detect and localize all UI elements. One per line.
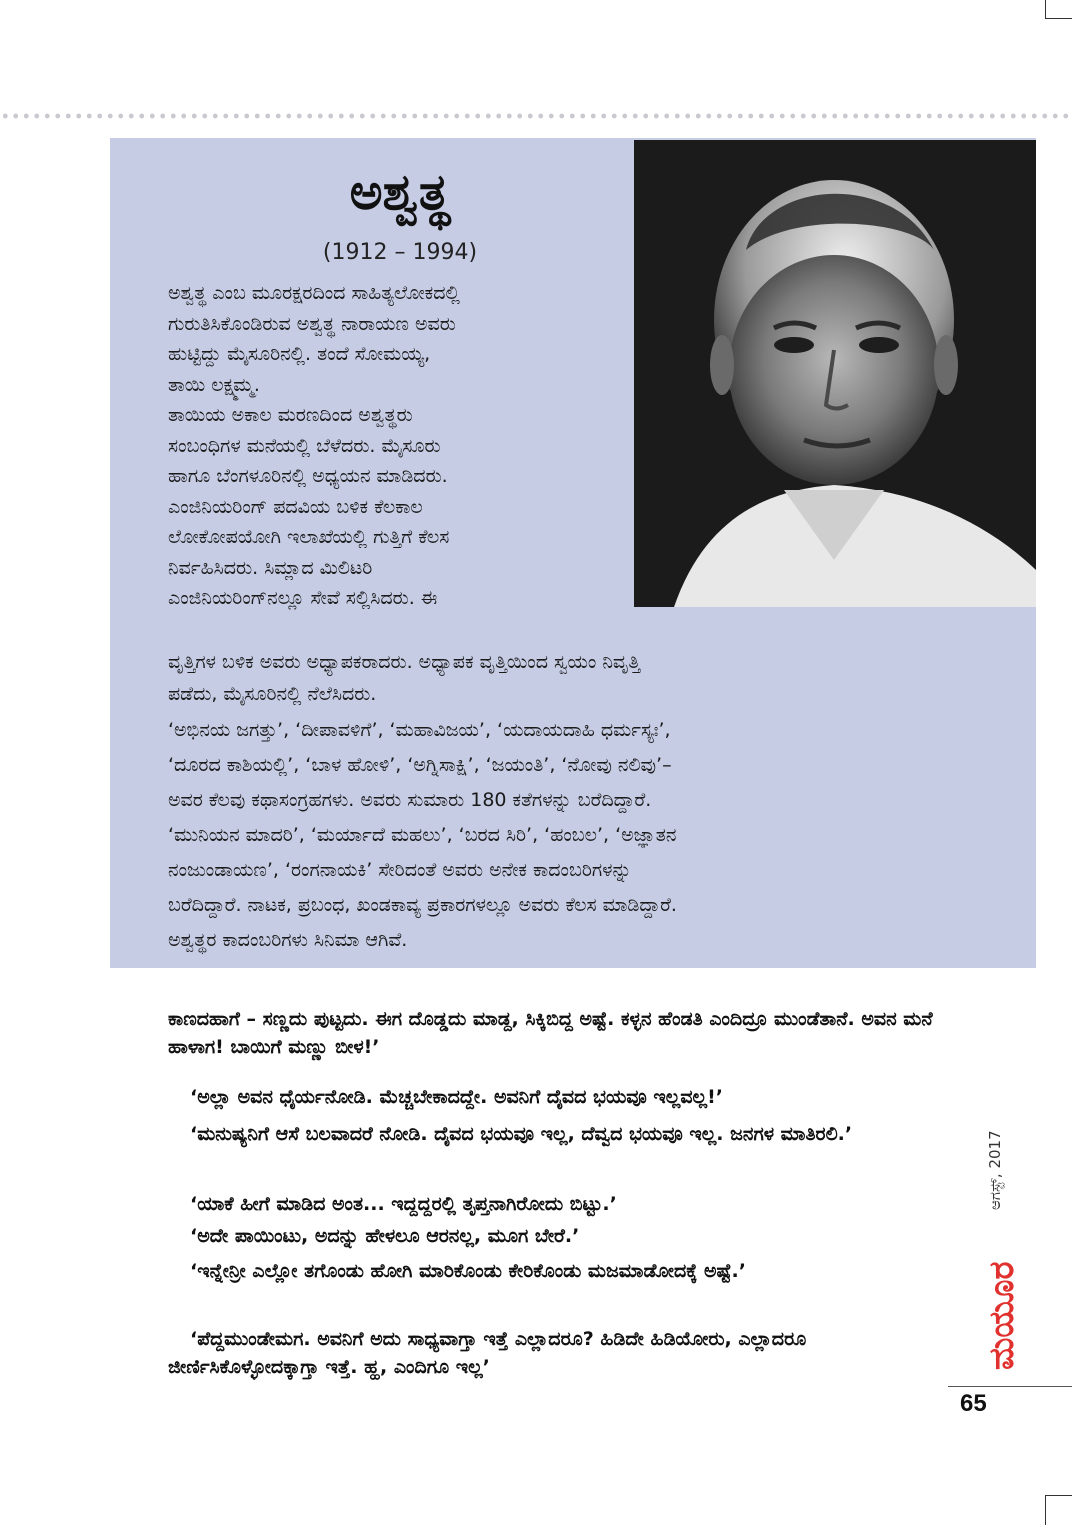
bio-line: ಅವರ ಕೆಲವು ಕಥಾಸಂಗ್ರಹಗಳು. ಅವರು ಸುಮಾರು 180 ಕತೆಗಳನ್ನು ಬರೆದಿದ್ದಾರೆ. — [168, 789, 652, 811]
author-portrait-illustration — [634, 140, 1036, 607]
crop-mark-bottom-right-horizontal — [1045, 1495, 1072, 1496]
bio-line: ವೃತ್ತಿಗಳ ಬಳಿಕ ಅವರು ಅಧ್ಯಾಪಕರಾದರು. ಅಧ್ಯಾಪಕ ವೃತ್ತಿಯಿಂದ ಸ್ವಯಂ ನಿವೃತ್ತಿ — [168, 651, 641, 673]
bio-line: ಬರೆದಿದ್ದಾರೆ. ನಾಟಕ, ಪ್ರಬಂಧ, ಖಂಡಕಾವ್ಯ ಪ್ರಕಾರಗಳಲ್ಲೂ ಅವರು ಕೆಲಸ ಮಾಡಿದ್ದಾರೆ. — [168, 894, 677, 916]
bio-line: ಗುರುತಿಸಿಕೊಂಡಿರುವ ಅಶ್ವತ್ಥ ನಾರಾಯಣ ಅವರು — [168, 312, 456, 335]
bio-line: ತಾಯಿ ಲಕ್ಷ್ಮಮ್ಮ. — [168, 373, 260, 396]
bio-line: ಲೋಕೋಪಯೋಗಿ ಇಲಾಖೆಯಲ್ಲಿ ಗುತ್ತಿಗೆ ಕೆಲಸ — [168, 526, 450, 548]
bio-line: ‘ಮುನಿಯನ ಮಾದರಿ’, ‘ಮರ್ಯಾದೆ ಮಹಲು’, ‘ಬರದ ಸಿರಿ’, ‘ಹಂಬಲ’, ‘ಅಜ್ಞಾತನ — [168, 824, 677, 846]
story-paragraph: ‘ಯಾಕೆ ಹೀಗೆ ಮಾಡಿದ ಅಂತ... ಇದ್ದದ್ದರಲ್ಲಿ ತೃಪ್ತನಾಗಿರೋದು ಬಿಟ್ಟು.’ — [190, 1193, 617, 1215]
story-paragraph: ‘ಮನುಷ್ಯನಿಗೆ ಆಸೆ ಬಲವಾದರೆ ನೋಡಿ. ದೈವದ ಭಯವೂ ಇಲ್ಲ, ದೆವ್ವದ ಭಯವೂ ಇಲ್ಲ. ಜನಗಳ ಮಾತಿರಲಿ.’ — [190, 1123, 853, 1145]
page-number: 65 — [960, 1390, 987, 1417]
author-life-years: (1912 – 1994) — [322, 240, 478, 265]
bio-line: ಹುಟ್ಟಿದ್ದು ಮೈಸೂರಿನಲ್ಲಿ. ತಂದೆ ಸೋಮಯ್ಯ, — [168, 343, 431, 365]
story-paragraph: ‘ಅದೇ ಪಾಯಿಂಟು, ಅದನ್ನು ಹೇಳಲೂ ಆರನಲ್ಲ, ಮೂಗ ಬೇರೆ.’ — [190, 1225, 580, 1247]
bio-line: ನಿರ್ವಹಿಸಿದರು. ಸಿಮ್ಲಾದ ಮಿಲಿಟರಿ — [168, 556, 373, 579]
story-paragraph: ‘ಇನ್ನೇನ್ರೀ ಎಲ್ಲೋ ತಗೊಂಡು ಹೋಗಿ ಮಾರಿಕೊಂಡು ಕೇರಿಕೊಂಡು ಮಜಮಾಡೋದಕ್ಕೆ ಅಷ್ಟೆ.’ — [190, 1260, 746, 1282]
crop-mark-top-right-vertical — [1045, 0, 1046, 18]
story-paragraph: ‘ಪೆದ್ದಮುಂಡೇಮಗ. ಅವನಿಗೆ ಅದು ಸಾಧ್ಯವಾಗ್ತಾ ಇತ್ತೆ ಎಲ್ಲಾದರೂ? ಹಿಡಿದೇ ಹಿಡಿಯೋರು, ಎಲ್ಲಾದರೂ ಜೀರ್ಣಿಸಿಕೊಳ್ಳೋದಕ್ಕಾಗ್ತಾ ಇತ್ತೆ. ಹ್ಹ, ಎಂದಿಗೂ ಇಲ್ಲ’ — [168, 1328, 807, 1378]
story-paragraph: ಕಾಣದಹಾಗೆ – ಸಣ್ಣದು ಪುಟ್ಟದು. ಈಗ ದೊಡ್ಡದು ಮಾಡ್ದ, ಸಿಕ್ಕಿಬಿದ್ದ ಅಷ್ಟೆ. ಕಳ್ಳನ ಹೆಂಡತಿ ಎಂದಿದ್ರೂ ಮುಂಡೆತಾನೆ. ಅವನ ಮನೆ ಹಾಳಾಗ! ಬಾಯಿಗೆ ಮಣ್ಣು ಬೀಳ!’ — [168, 1008, 933, 1058]
bio-line: ಎಂಜಿನಿಯರಿಂಗ್ ಪದವಿಯ ಬಳಿಕ ಕೆಲಕಾಲ — [168, 495, 423, 518]
bio-line: ಎಂಜಿನಿಯರಿಂಗ್‌ನಲ್ಲೂ ಸೇವೆ ಸಲ್ಲಿಸಿದರು. ಈ — [168, 587, 438, 609]
bio-line: ಅಶ್ವತ್ಥರ ಕಾದಂಬರಿಗಳು ಸಿನಿಮಾ ಆಗಿವೆ. — [168, 929, 408, 951]
bio-line: ಹಾಗೂ ಬೆಂಗಳೂರಿನಲ್ಲಿ ಅಧ್ಯಯನ ಮಾಡಿದರು. — [168, 465, 448, 487]
bio-line: ಪಡೆದು, ಮೈಸೂರಿನಲ್ಲಿ ನೆಲೆಸಿದರು. — [168, 683, 377, 705]
bio-line: ಸಂಬಂಧಿಗಳ ಮನೆಯಲ್ಲಿ ಬೆಳೆದರು. ಮೈಸೂರು — [168, 434, 441, 457]
crop-mark-bottom-right-vertical — [1045, 1495, 1046, 1525]
bio-line: ತಾಯಿಯ ಅಕಾಲ ಮರಣದಿಂದ ಅಶ್ವತ್ಥರು — [168, 404, 413, 426]
page-number-rule — [948, 1386, 1072, 1387]
magazine-name: ಮಯೂರ — [982, 1261, 1022, 1370]
story-paragraph: ‘ಅಲ್ಲಾ ಅವನ ಧೈರ್ಯನೋಡಿ. ಮೆಚ್ಚಬೇಕಾದದ್ದೇ. ಅವನಿಗೆ ದೈವದ ಭಯವೂ ಇಲ್ಲವಲ್ಲ!’ — [190, 1086, 723, 1108]
issue-date: ಆಗಸ್ಟ್, 2017 — [986, 1130, 1004, 1210]
bio-line: ನಂಜುಂಡಾಯಣ’, ‘ರಂಗನಾಯಕಿ’ ಸೇರಿದಂತೆ ಅವರು ಅನೇಕ ಕಾದಂಬರಿಗಳನ್ನು — [168, 859, 632, 881]
bio-line: ಅಶ್ವತ್ಥ ಎಂಬ ಮೂರಕ್ಷರದಿಂದ ಸಾಹಿತ್ಯಲೋಕದಲ್ಲಿ — [168, 282, 460, 304]
author-portrait-photo — [634, 140, 1036, 607]
crop-mark-top-right-horizontal — [1045, 18, 1072, 19]
bio-line: ‘ದೂರದ ಕಾಶಿಯಲ್ಲಿ’, ‘ಬಾಳ ಹೋಳಿ’, ‘ಅಗ್ನಿಸಾಕ್ಷಿ’, ‘ಜಯಂತಿ’, ‘ನೋವು ನಲಿವು’– — [168, 754, 672, 776]
dotted-separator — [0, 112, 1072, 120]
bio-line: ‘ಅಭಿನಯ ಜಗತ್ತು’, ‘ದೀಪಾವಳಿಗೆ’, ‘ಮಹಾವಿಜಯ’, ‘ಯದಾಯದಾಹಿ ಧರ್ಮಸ್ಯಃ’, — [168, 719, 671, 741]
author-name-heading: ಅಶ್ವತ್ಥ — [349, 163, 451, 221]
